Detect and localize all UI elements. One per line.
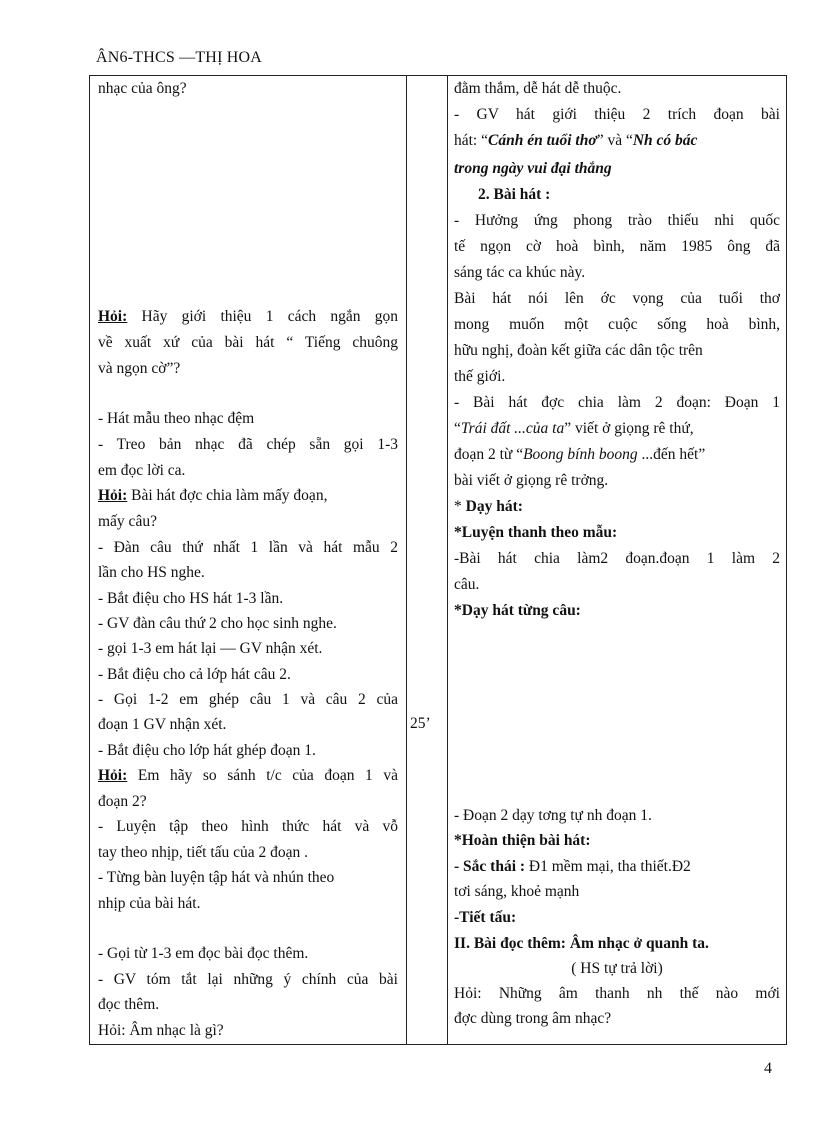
right-line: đoạn 2 từ “Boong bính boong ...đến hết” [454,446,706,463]
right-line: - Đoạn 2 dạy tơng tự nh đoạn 1. [454,807,652,824]
right-line: hữu nghị, đoàn kết giữa các dân tộc trên [454,342,703,359]
right-line: - Bài hát đợc chia làm 2 đoạn: Đoạn 1 [454,394,780,411]
left-line: lần cho HS nghe. [98,564,205,581]
left-line: - Gọi 1-2 em ghép câu 1 và câu 2 của [98,691,398,708]
section-heading: 2. Bài hát : [478,186,551,203]
left-line: đoạn 2? [98,793,147,810]
left-line: - Bắt điệu cho HS hát 1-3 lần. [98,590,284,607]
left-line: - Bắt điệu cho lớp hát ghép đoạn 1. [98,742,316,759]
right-line: đợc dùng trong âm nhạc? [454,1010,612,1027]
right-line: tế ngọn cờ hoà bình, năm 1985 ông đã [454,238,780,255]
left-line: - Gọi từ 1-3 em đọc bài đọc thêm. [98,945,309,962]
page-header: ÂN6-THCS —THỊ HOA [96,49,263,66]
section-heading: *Luyện thanh theo mẫu: [454,524,618,541]
left-line: - Bắt điệu cho cả lớp hát câu 2. [98,666,291,683]
left-line: - Đàn câu thứ nhất 1 lần và hát mẫu 2 [98,539,398,556]
lesson-table [89,75,787,1045]
section-heading: *Dạy hát từng câu: [454,602,581,619]
left-line: về xuất xứ của bài hát “ Tiếng chuông [98,334,398,351]
right-line: Hỏi: Những âm thanh nh thế nào mới [454,985,780,1002]
question-label: Hỏi: [98,767,128,784]
left-line: - Luyện tập theo hình thức hát và vỗ [98,818,398,835]
right-line: hát: “Cánh én tuổi thơ” và “Nh có bác [454,132,698,149]
question-line: Hỏi: Bài hát đợc chia làm mấy đoạn, [98,487,328,504]
right-line: * Dạy hát: [454,498,523,515]
right-line: -Bài hát chia làm2 đoạn.đoạn 1 làm 2 [454,550,780,567]
time-label: 25’ [410,715,431,732]
left-line: - gọi 1-3 em hát lại — GV nhận xét. [98,640,323,657]
left-line: mấy câu? [98,513,157,530]
left-line: - GV đàn câu thứ 2 cho học sinh nghe. [98,615,337,632]
song-title: Nh có bác [632,132,698,149]
left-line: - Hát mẫu theo nhạc đệm [98,410,255,427]
right-line: mong muốn một cuộc sống hoà bình, [454,316,780,333]
left-line: đọc thêm. [98,996,160,1013]
right-line: - GV hát giới thiệu 2 trích đoạn bài [454,106,780,123]
right-line: “Trái đất ...của ta” viết ở giọng rê thứ, [454,420,694,437]
left-line: tay theo nhịp, tiết tấu của 2 đoạn . [98,844,309,861]
left-line: nhạc của ông? [98,80,187,97]
right-line: - Hưởng ứng phong trào thiếu nhi quốc [454,212,780,229]
song-title: Cánh én tuổi thơ [488,132,597,149]
right-line: bài viết ở giọng rê trởng. [454,472,609,489]
song-title-line: trong ngày vui đại thắng [454,160,612,177]
time-column [407,76,448,1045]
left-line: - Từng bàn luyện tập hát và nhún theo [98,869,335,886]
right-line: Bài hát nói lên ớc vọng của tuổi thơ [454,290,780,307]
section-heading: -Tiết tấu: [454,909,517,926]
right-line: tơi sáng, khoẻ mạnh [454,883,580,900]
right-line: ( HS tự trả lời) [571,960,663,977]
question-line: Hỏi: Em hãy so sánh t/c của đoạn 1 và [98,767,398,784]
section-heading: II. Bài đọc thêm: Âm nhạc ở quanh ta. [454,935,709,952]
right-line: câu. [454,576,480,593]
left-line: - Treo bản nhạc đã chép sẵn gọi 1-3 [98,436,398,453]
right-line: sáng tác ca khúc này. [454,264,586,281]
question-label: Hỏi: [98,308,128,325]
teacher-activity-column [90,76,407,1045]
left-line: Hỏi: Âm nhạc là gì? [98,1022,224,1039]
right-line: thế giới. [454,368,506,385]
left-line: - GV tóm tắt lại những ý chính của bài [98,971,398,988]
right-line: - Sắc thái : Đ1 mềm mại, tha thiết.Đ2 [454,858,691,875]
content-column [448,76,787,1045]
right-line: đằm thắm, dễ hát dễ thuộc. [454,80,622,97]
left-line: em đọc lời ca. [98,462,186,479]
section-heading: *Hoàn thiện bài hát: [454,832,591,849]
page-number: 4 [764,1060,772,1077]
left-line: đoạn 1 GV nhận xét. [98,716,227,733]
left-line: và ngọn cờ”? [98,360,181,377]
left-line: nhịp của bài hát. [98,895,201,912]
question-label: Hỏi: [98,487,128,504]
question-line: Hỏi: Hãy giới thiệu 1 cách ngắn gọn [98,308,398,325]
